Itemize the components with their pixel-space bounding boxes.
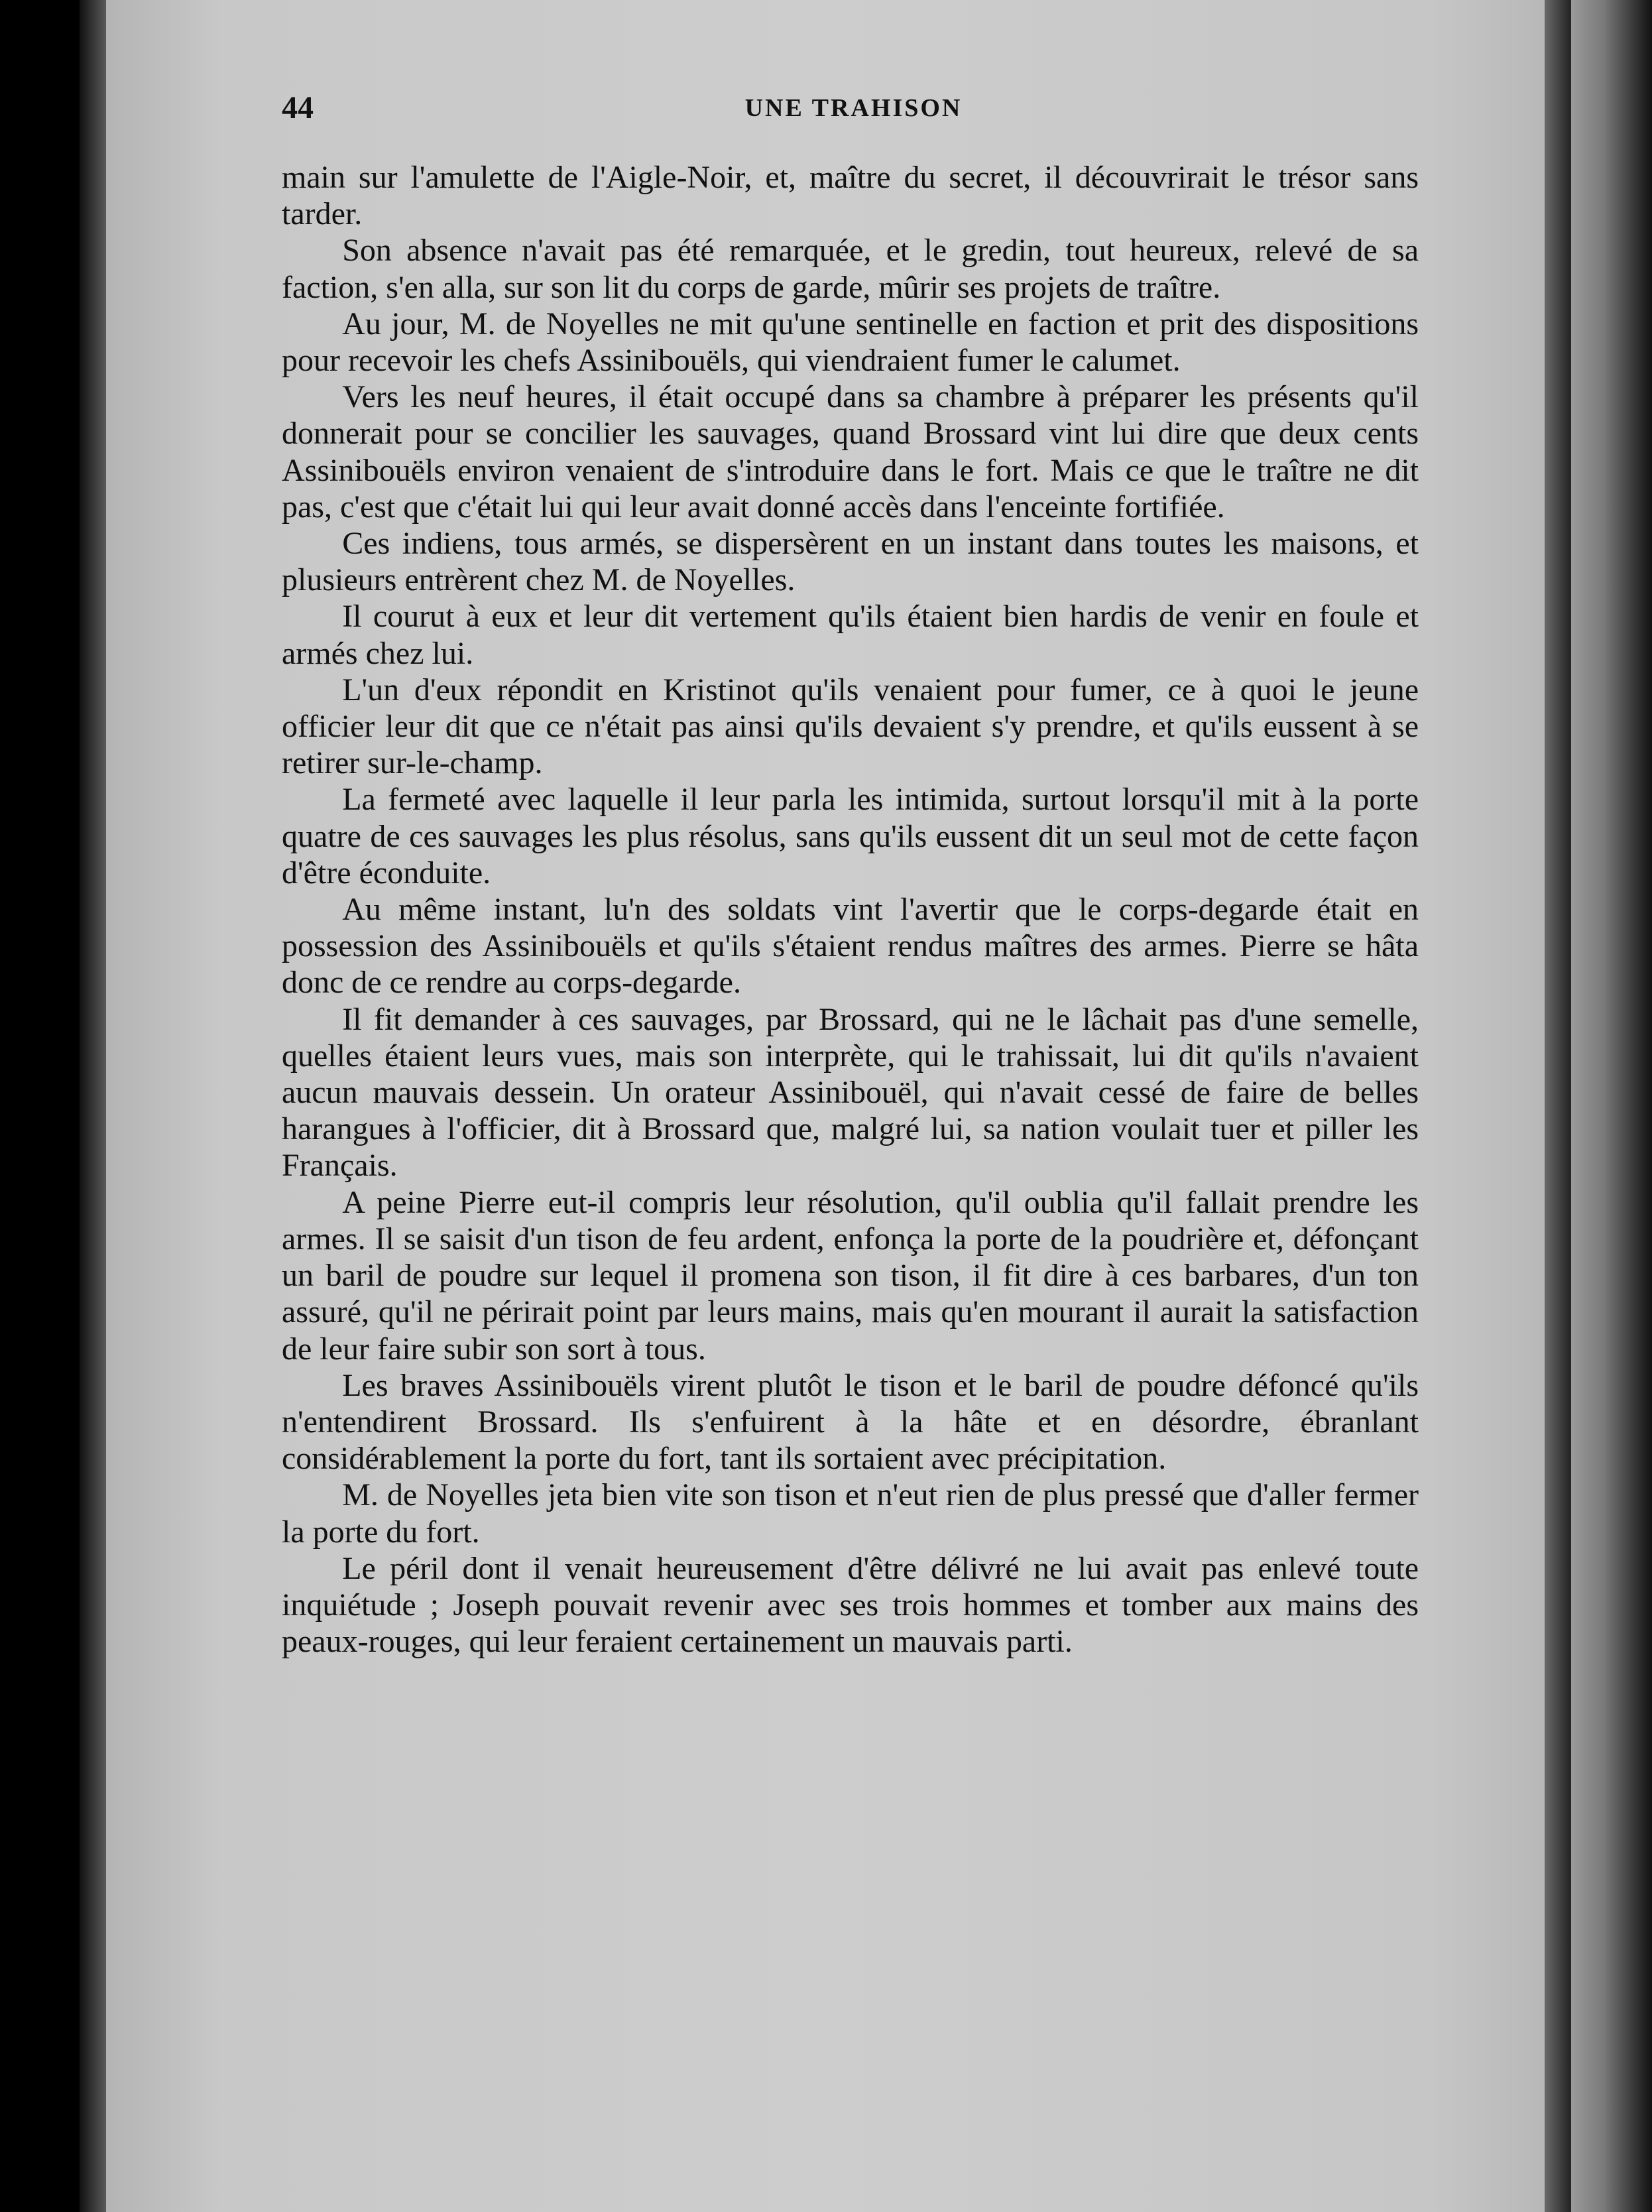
next-page-edge (1571, 0, 1652, 2212)
paragraph: A peine Pierre eut-il compris leur résolution, qu'il oublia qu'il fallait prendre les armes. Il se saisit d'un tison de feu ardent, enfonça la porte de la poudrière et, défonçant un baril de poudre sur lequel il promena son tison, il fit dire à ces barbares, d'un ton assuré, qu'il ne périrait point par leurs mains, mais qu'en mourant il aurait la satisfaction de leur faire subir son sort à tous. (282, 1184, 1419, 1367)
running-head: UNE TRAHISON (744, 94, 963, 122)
paragraph: Il courut à eux et leur dit vertement qu'ils étaient bien hardis de venir en foule et armés chez lui. (282, 599, 1419, 671)
body-text (282, 159, 1419, 2082)
paragraph: La fermeté avec laquelle il leur parla les intimida, surtout lorsqu'il mit à la porte quatre de ces sauvages les plus résolus, sans qu'ils eussent dit un seul mot de cette façon d'être éconduite. (282, 782, 1419, 891)
paragraph: Au même instant, lu'n des soldats vint l'avertir que le corps-degarde était en possession des Assinibouëls et qu'ils s'étaient rendus maîtres des armes. Pierre se hâta donc de ce rendre au corps-degarde. (282, 892, 1419, 1001)
paragraph: Vers les neuf heures, il était occupé dans sa chambre à préparer les présents qu'il donnerait pour se concilier les sauvages, quand Brossard vint lui dire que deux cents Assinibouëls environ venaient de s'introduire dans le fort. Mais ce que le traître ne dit pas, c'est que c'était lui qui leur avait donné accès dans l'enceinte fortifiée. (282, 379, 1419, 524)
paragraph: Il fit demander à ces sauvages, par Brossard, qui ne le lâchait pas d'une semelle, quelles étaient leurs vues, mais son interprète, qui le trahissait, lui dit qu'ils n'avaient aucun mauvais dessein. Un orateur Assinibouël, qui n'avait cessé de faire de belles harangues à l'officier, dit à Brossard que, malgré lui, sa nation voulait tuer et piller les Français. (282, 1001, 1419, 1184)
paragraph: Les braves Assinibouëls virent plutôt le tison et le baril de poudre défoncé qu'ils n'entendirent Brossard. Ils s'enfuirent à la hâte et en désordre, ébranlant considérablement la porte du fort, tant ils sortaient avec précipitation. (282, 1367, 1419, 1477)
paragraph: M. de Noyelles jeta bien vite son tison et n'eut rien de plus pressé que d'aller fermer la porte du fort. (282, 1477, 1419, 1550)
paragraph: L'un d'eux répondit en Kristinot qu'ils venaient pour fumer, ce à quoi le jeune officier leur dit que ce n'était pas ainsi qu'ils devaient s'y prendre, et qu'ils eussent à se retirer sur-le-champ. (282, 672, 1419, 781)
paragraph: Ces indiens, tous armés, se dispersèrent en un instant dans toutes les maisons, et plusieurs entrèrent chez M. de Noyelles. (282, 526, 1419, 598)
paragraph: main sur l'amulette de l'Aigle-Noir, et, maître du secret, il découvrirait le trésor sans tarder. (282, 160, 1419, 232)
paragraph: Au jour, M. de Noyelles ne mit qu'une sentinelle en faction et prit des dispositions pour recevoir les chefs Assinibouëls, qui viendraient fumer le calumet. (282, 306, 1419, 379)
left-page-edge (80, 0, 106, 2212)
paragraph: Son absence n'avait pas été remarquée, et le gredin, tout heureux, relevé de sa faction, s'en alla, sur son lit du corps de garde, mûrir ses projets de traître. (282, 233, 1419, 305)
page-number: 44 (282, 90, 314, 125)
page-header (282, 90, 1425, 136)
paragraph: Le péril dont il venait heureusement d'être délivré ne lui avait pas enlevé toute inquiétude ; Joseph pouvait revenir avec ses trois hommes et tomber aux mains des peaux-rouges, qui leur feraient certainement un mauvais parti. (282, 1550, 1419, 1660)
page-gutter-shadow (1545, 0, 1571, 2212)
